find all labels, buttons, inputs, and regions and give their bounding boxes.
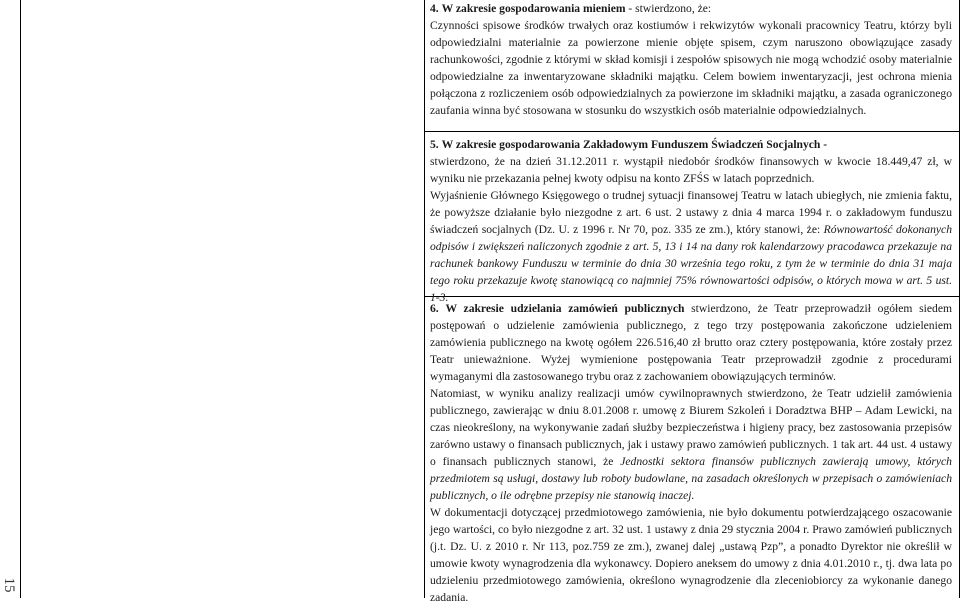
- section-5-title: W zakresie gospodarowania Zakładowym Funduszem Świadczeń Socjalnych -: [441, 138, 828, 151]
- section-4-number: 4.: [430, 2, 439, 15]
- section-4-heading: [430, 0, 952, 17]
- section-5-number: 5.: [430, 138, 439, 151]
- left-margin: [0, 0, 20, 598]
- section-5-quote: Równowartość dokonanych odpisów i zwiększeń naliczonych zgodnie z art. 5, 13 i 14 na dany rok kalendarzowy pracodawca przekazuje na rachunek bankowy Funduszu w terminie do dnia 30 września tego roku, z tym że w terminie do dnia 31 maja tego roku przekazuje kwotę stanowiącą co najmniej 75% równowartości odpisów, o których mowa w art. 5 ust. 1-3.: [430, 223, 952, 304]
- section-4: [430, 0, 952, 119]
- section-6: [430, 300, 952, 606]
- section-6-number: 6.: [430, 302, 439, 315]
- section-5: [430, 136, 952, 306]
- section-4-paragraph: Czynności spisowe środków trwałych oraz kostiumów i rekwizytów wykonali pracownicy Teatru, którzy byli odpowiedzialni materialnie za powierzone mienie objęte spisem, czym naruszono obowiązujące zasady rachunkowości, zgodnie z którymi w skład komisji i zespołów spisowych nie mogą wchodzić osoby materialnie odpowiedzialne za inwentaryzowane składniki majątku. Celem bowiem inwentaryzacji, jest ochrona mienia połączona z rozliczeniem osób odpowiedzialnych za powierzone im składniki majątku, a zasada ograniczonego zaufania winna być stosowana w stosunku do wszystkich osób materialnie odpowiedzialnych.: [430, 19, 952, 117]
- section-6-paragraph-2: [430, 385, 952, 504]
- section-6-paragraph-2-text: Natomiast, w wyniku analizy realizacji umów cywilnoprawnych stwierdzono, że Teatr udzielił zamówienia publicznego, zawierając w dniu 8.01.2008 r. umowę z Biurem Szkoleń i Doradztwa BHP – Adam Lewicki, na czas nieokreślony, na wykonywanie zadań służby bezpieczeństwa i higieny pracy, bez zastosowania przepisów zarówno ustawy o finansach publicznych, jak i ustawy prawo zamówień publicznych. 1 tak art. 44 ust. 4 ustawy o finansach publicznych stanowi, że: [430, 387, 952, 468]
- section-4-title: W zakresie gospodarowania mieniem: [441, 2, 626, 15]
- section-6-quote: Jednostki sektora finansów publicznych zawierają umowy, których przedmiotem są usługi, dostawy lub roboty budowlane, na zasadach określonych w przepisach o zamówieniach publicznych, o ile odrębne przepisy nie stanowią inaczej.: [430, 455, 952, 502]
- document-table: [20, 0, 960, 604]
- section-5-paragraph-2: [430, 187, 952, 306]
- table-column-divider: [424, 0, 425, 598]
- section-4-heading-tail: - stwierdzono, że:: [625, 2, 712, 15]
- section-6-paragraph-1-text: stwierdzono, że Teatr przeprowadził ogółem siedem postępowań o udzielenie zamówienia publicznego, z tego trzy postępowania zakończone udzieleniem zamówienia publicznego na kwotę ogółem 226.516,40 zł brutto oraz cztery postępowania, które zostały przez Teatr unieważnione. Wyżej wymienione postępowania Teatr przeprowadził zgodnie z procedurami wymaganymi dla zastosowanego trybu oraz z zachowaniem obowiązujących terminów.: [430, 302, 952, 383]
- section-6-paragraph-1: [430, 300, 952, 385]
- table-border-left: [20, 0, 21, 598]
- section-6-title: W zakresie udzielania zamówień publicznych: [445, 302, 685, 315]
- page-number: 15: [1, 577, 17, 593]
- section-5-paragraph-1: stwierdzono, że na dzień 31.12.2011 r. wystąpił niedobór środków finansowych w kwocie 18.449,47 zł, w wyniku nie przekazania pełnej kwoty odpisu na konto ZFŚS w latach poprzednich.: [430, 155, 952, 185]
- section-5-heading: [430, 136, 952, 153]
- section-5-paragraph-2-text: Wyjaśnienie Głównego Księgowego o trudnej sytuacji finansowej Teatru w latach ubiegłych, nie zmienia faktu, że powyższe działanie było niezgodne z art. 6 ust. 2 ustawy z dnia 4 marca 1994 r. o zakładowym funduszu świadczeń socjalnych (Dz. U. z 1996 r. Nr 70, poz. 335 ze zm.), który stanowi, że:: [430, 189, 952, 236]
- row-divider: [424, 131, 960, 132]
- section-6-paragraph-3: W dokumentacji dotyczącej przedmiotowego zamówienia, nie było dokumentu potwierdzającego oszacowanie jego wartości, co było niezgodne z art. 32 ust. 1 ustawy z dnia 29 stycznia 2004 r. Prawo zamówień publicznych (j.t. Dz. U. z 2010 r. Nr 113, poz.759 ze zm.), zwanej dalej „ustawą Pzp”, a ponadto Dyrektor nie określił w umowie kwoty wynagrodzenia dla wykonawcy. Dopiero aneksem do umowy z dnia 4.01.2010 r., tj. dwa lata po udzieleniu przedmiotowego zamówienia, określono wynagrodzenie dla zleceniobiorcy za wykonanie danego zadania.: [430, 506, 952, 604]
